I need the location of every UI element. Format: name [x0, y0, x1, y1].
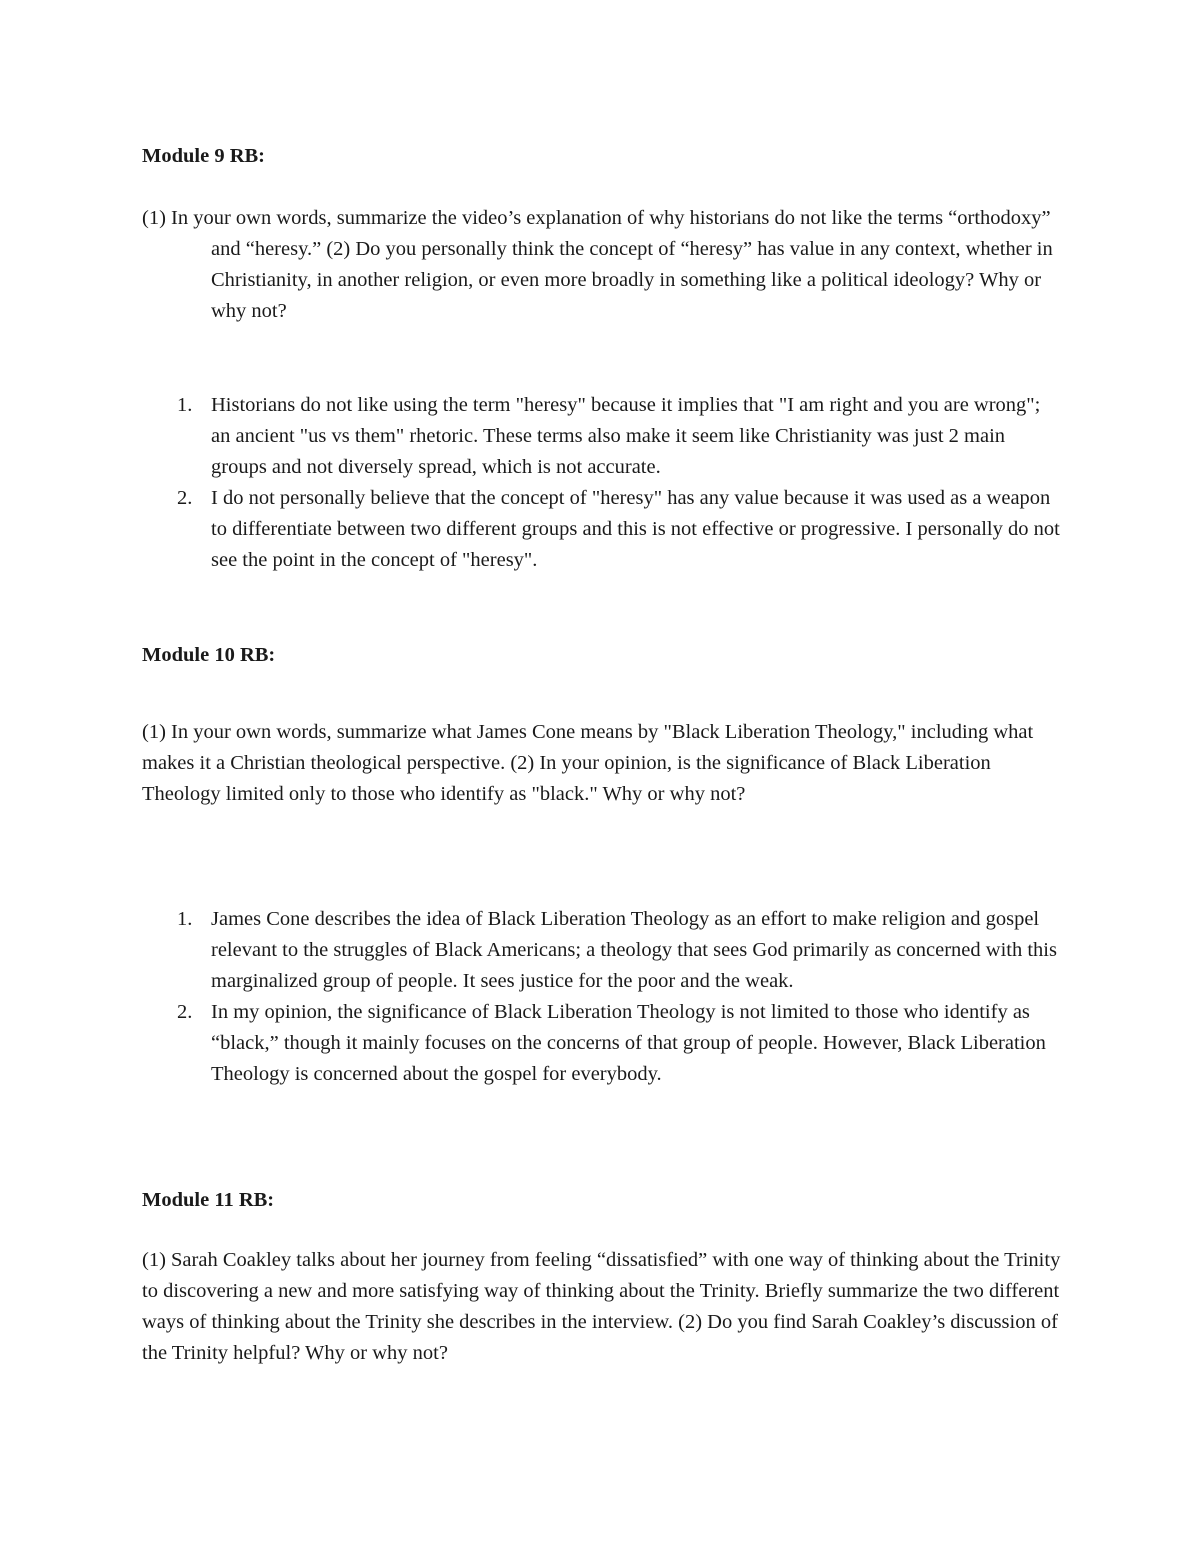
answer-text: I do not personally believe that the concept of "heresy" has any value because it was used as a weapon to differentiate between two different groups and this is not effective or progressive. I personally do not see the point in the concept of "heresy".: [211, 487, 1060, 571]
module-11-prompt: (1) Sarah Coakley talks about her journey from feeling “dissatisfied” with one way of thinking about the Trinity to discovering a new and more satisfying way of thinking about the Trinity. Briefly summarize the two different ways of thinking about the Trinity she describes in the interview. (2) Do you find Sarah Coakley’s discussion of the Trinity helpful? Why or why not?: [142, 1249, 1061, 1364]
module-9-heading: Module 9 RB:: [142, 145, 265, 167]
list-number: 1.: [177, 394, 193, 416]
module-9-prompt: (1) In your own words, summarize the video’s explanation of why historians do not like the terms “orthodoxy” and “heresy.” (2) Do you personally think the concept of “heresy” has value in any context, whether in Christianity, in another religion, or even more broadly in something like a political ideology? Why or why not?: [142, 207, 1053, 322]
module-10-answer-2: [142, 997, 1062, 1090]
answer-text: James Cone describes the idea of Black Liberation Theology as an effort to make religion and gospel relevant to the struggles of Black Americans; a theology that sees God primarily as concerned with this marginalized group of people. It sees justice for the poor and the weak.: [211, 908, 1057, 992]
module-10-answers: [142, 904, 1062, 1090]
list-number: 2.: [177, 487, 193, 509]
module-10-heading: Module 10 RB:: [142, 644, 276, 666]
list-number: 2.: [177, 1001, 193, 1023]
answer-text: Historians do not like using the term "heresy" because it implies that "I am right and you are wrong"; an ancient "us vs them" rhetoric. These terms also make it seem like Christianity was just 2 main groups and not diversely spread, which is not accurate.: [211, 394, 1041, 478]
module-10-answer-1: [142, 904, 1062, 997]
module-9-answer-2: [142, 483, 1062, 576]
module-9-answers: [142, 390, 1062, 576]
module-11-heading: Module 11 RB:: [142, 1189, 275, 1211]
list-number: 1.: [177, 908, 193, 930]
module-9-answer-1: [142, 390, 1062, 483]
answer-text: In my opinion, the significance of Black Liberation Theology is not limited to those who identify as “black,” though it mainly focuses on the concerns of that group of people. However, Black Liberation Theology is concerned about the gospel for everybody.: [211, 1001, 1046, 1085]
module-10-prompt: (1) In your own words, summarize what James Cone means by "Black Liberation Theology," including what makes it a Christian theological perspective. (2) In your opinion, is the significance of Black Liberation Theology limited only to those who identify as "black." Why or why not?: [142, 721, 1034, 805]
